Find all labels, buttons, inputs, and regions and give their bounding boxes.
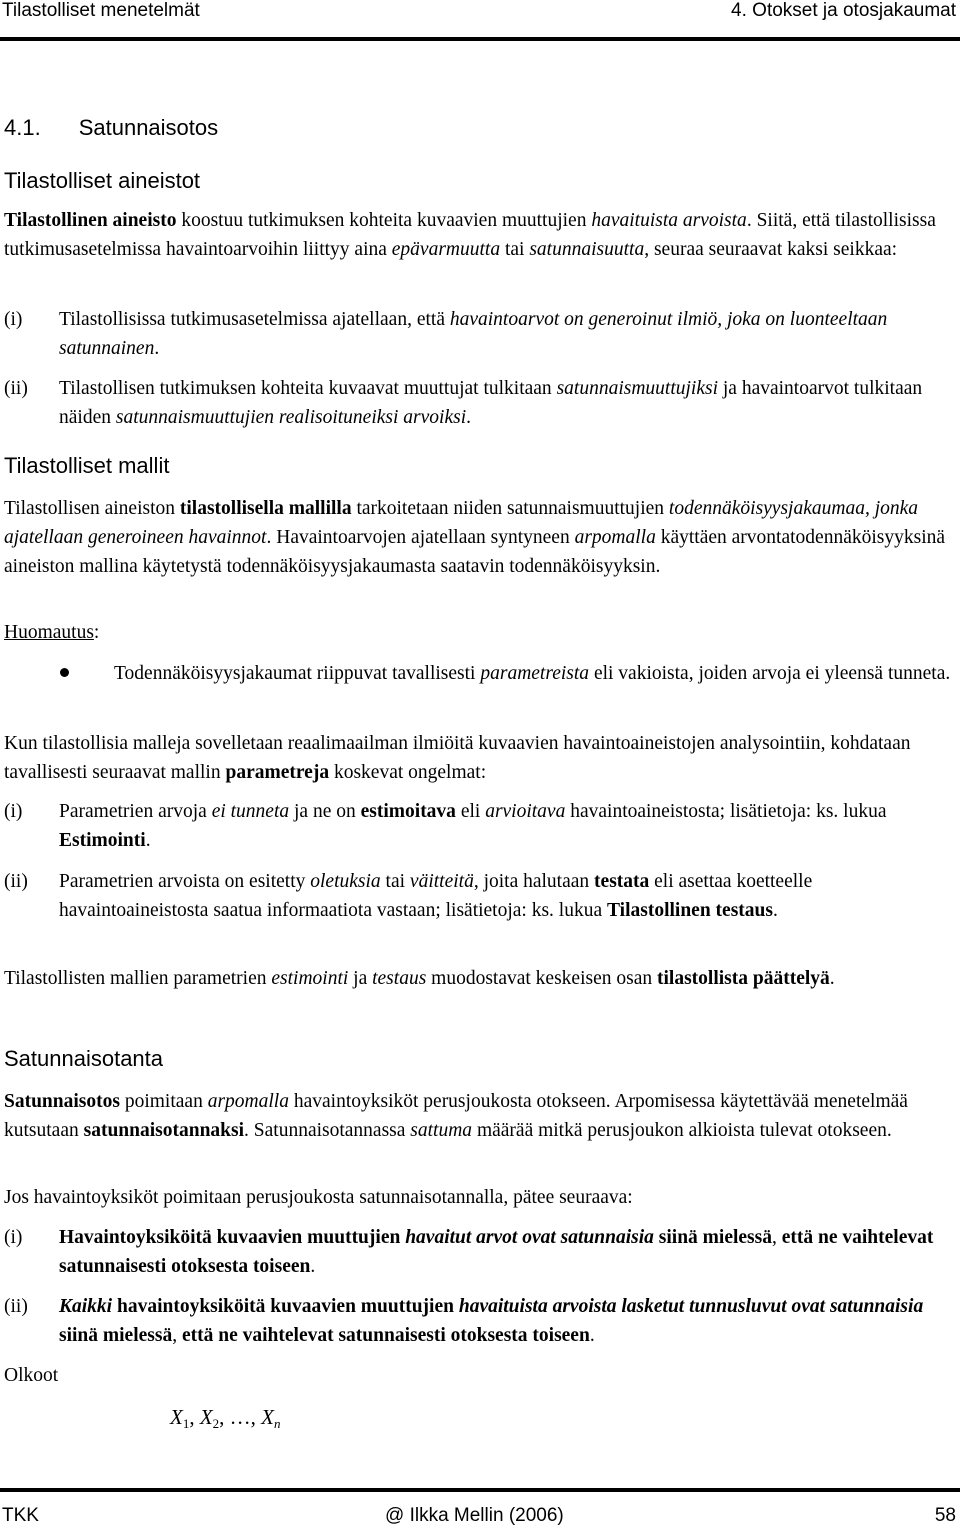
list-marker: (ii) bbox=[4, 871, 28, 892]
bullet-icon bbox=[60, 668, 69, 677]
footer-institution: TKK bbox=[2, 1505, 39, 1526]
section-heading bbox=[4, 115, 218, 141]
olkoot-text: Olkoot bbox=[4, 1365, 59, 1386]
paragraph-otanta: Satunnaisotos poimitaan arpomalla havaintoyksiköt perusjoukosta otokseen. Arpomisessa käytettävää menetelmää kutsutaan satunnaisotannaksi. Satunnaisotannassa sattuma määrää mitkä perusjoukon alkioista tulevat otokseen. bbox=[4, 1091, 908, 1141]
section-title: Satunnaisotos bbox=[78, 115, 219, 140]
bullet-item: Todennäköisyysjakaumat riippuvat tavallisesti parametreista eli vakioista, joiden arvoja ei yleensä tunneta. bbox=[114, 663, 951, 684]
paragraph-mallit: Tilastollisen aineiston tilastollisella mallilla tarkoitetaan niiden satunnaismuuttujien todennäköisyysjakaumaa, jonka ajatellaan generoineen havainnot. Havaintoarvojen ajatellaan syntyneen arpomalla käyttäen arvontatodennäköisyyksinä aineiston mallina käytetystä todennäköisyysjakaumasta saatavin todennäköisyyksin. bbox=[4, 498, 946, 577]
page-number: 58 bbox=[934, 1505, 956, 1526]
list-item: Tilastollisen tutkimuksen kohteita kuvaavat muuttujat tulkitaan satunnaismuuttujiksi ja havaintoarvot tulkitaan näiden satunnaismuuttujien realisoituneiksi arvoiksi. bbox=[59, 378, 923, 428]
list-item: Parametrien arvoja ei tunneta ja ne on estimoitava eli arvioitava havaintoaineistosta; lisätietoja: ks. lukua Estimointi. bbox=[59, 801, 887, 851]
subheading-mallit: Tilastolliset mallit bbox=[4, 453, 170, 478]
list-item: Havaintoyksiköitä kuvaavien muuttujien havaitut arvot ovat satunnaisia siinä mielessä, että ne vaihtelevat satunnaisesti otoksesta toiseen. bbox=[59, 1227, 934, 1277]
header-rule bbox=[0, 37, 960, 41]
paragraph-ongelmat: Kun tilastollisia malleja sovelletaan reaalimaailman ilmiöitä kuvaavien havaintoaineistojen analysointiin, kohdataan tavallisesti seuraavat mallin parametreja koskevat ongelmat: bbox=[4, 733, 911, 783]
subheading-otanta: Satunnaisotanta bbox=[4, 1046, 164, 1071]
header-title: Tilastolliset menetelmät bbox=[2, 0, 200, 21]
list-marker: (ii) bbox=[4, 1296, 28, 1317]
footer-rule bbox=[0, 1488, 960, 1492]
header-chapter: 4. Otokset ja otosjakaumat bbox=[731, 0, 956, 21]
list-marker: (i) bbox=[4, 309, 23, 330]
list-item: Parametrien arvoista on esitetty oletuksia tai väitteitä, joita halutaan testata eli asettaa koetteelle havaintoaineistosta saatua informaatiota vastaan; lisätietoja: ks. lukua Tilastollinen testaus. bbox=[59, 871, 813, 921]
list-marker: (ii) bbox=[4, 378, 28, 399]
list-marker: (i) bbox=[4, 1227, 23, 1248]
paragraph-aineistot: Tilastollinen aineisto koostuu tutkimuksen kohteita kuvaavien muuttujien havaituista arvoista. Siitä, että tilastollisissa tutkimusasetelmissa havaintoarvoihin liittyy aina epävarmuutta tai satunnaisuutta, seuraa seuraavat kaksi seikkaa: bbox=[4, 210, 936, 260]
list-item: Kaikki havaintoyksiköitä kuvaavien muuttujien havaituista arvoista lasketut tunnusluvut ovat satunnaisia siinä mielessä, että ne vaihtelevat satunnaisesti otoksesta toiseen. bbox=[59, 1296, 924, 1346]
paragraph-pätee: Jos havaintoyksiköt poimitaan perusjoukosta satunnaisotannalla, pätee seuraava: bbox=[4, 1187, 633, 1208]
footer-author: @ Ilkka Mellin (2006) bbox=[385, 1505, 564, 1526]
subheading-aineistot: Tilastolliset aineistot bbox=[4, 168, 201, 193]
list-marker: (i) bbox=[4, 801, 23, 822]
formula-sequence: $X_1$, $X_2$, …, $X_n$ bbox=[170, 1405, 281, 1431]
note-label: Huomautus: bbox=[4, 622, 100, 643]
section-number: 4.1. bbox=[4, 115, 41, 140]
paragraph-paattely: Tilastollisten mallien parametrien estimointi ja testaus muodostavat keskeisen osan tilastollista päättelyä. bbox=[4, 968, 835, 989]
list-item: Tilastollisissa tutkimusasetelmissa ajatellaan, että havaintoarvot on generoinut ilmiö, joka on luonteeltaan satunnainen. bbox=[59, 309, 888, 359]
term-aineisto: Tilastollinen aineisto bbox=[4, 210, 177, 231]
